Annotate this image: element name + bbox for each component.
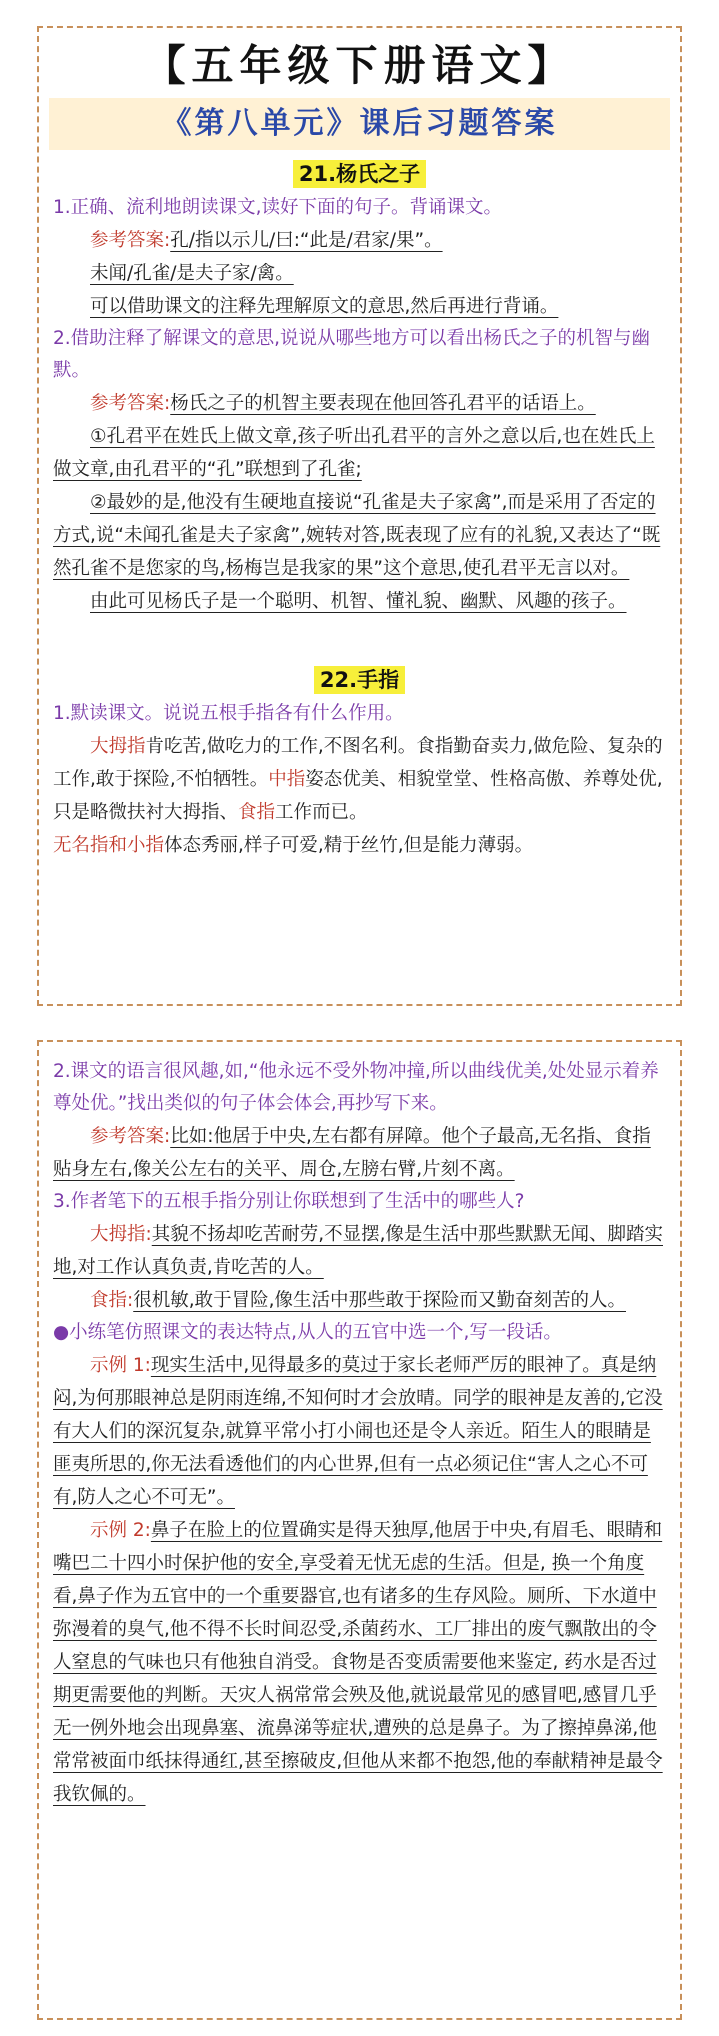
lesson-21-answer-2-para-1: 参考答案:杨氏之子的机智主要表现在他回答孔君平的话语上。 <box>90 393 596 414</box>
unit-subtitle: 《第八单元》课后习题答案 <box>49 98 670 150</box>
lesson-21-question-1: 1.正确、流利地朗读课文,读好下面的句子。背诵课文。 <box>53 197 503 218</box>
answer-card-2 <box>37 1040 682 2020</box>
thumb-label: 大拇指: <box>90 1224 152 1245</box>
example-2-label: 示例 2: <box>90 1520 151 1541</box>
lesson-21-answer-1-line-3: 可以借助课文的注释先理解原文的意思,然后再进行背诵。 <box>90 296 559 317</box>
thumb-term: 大拇指 <box>90 736 146 757</box>
lesson-21-answer-2-para-2: ①孔君平在姓氏上做文章,孩子听出孔君平的言外之意以后,也在姓氏上做文章,由孔君平的“孔”联想到了孔雀; <box>53 426 655 480</box>
lesson-21-heading: 21.杨氏之子 <box>53 158 666 188</box>
lesson-22-question-2: 2.课文的语言很风趣,如,“他永远不受外物冲撞,所以曲线优美,处处显示着养尊处优。”找出类似的句子体会体会,再抄写下来。 <box>53 1061 659 1114</box>
lesson-22-answer-1-cont: 无名指和小指体态秀丽,样子可爱,精于丝竹,但是能力薄弱。 <box>53 835 534 856</box>
example-1: 示例 1:现实生活中,见得最多的莫过于家长老师严厉的眼神了。真是纳闷,为何那眼神总是阴雨连绵,不知何时才会放晴。同学的眼神是友善的,它没有大人们的深沉复杂,就算平常小打小闹也还是令人亲近。陌生人的眼睛是匪夷所思的,你无法看透他们的内心世界,但有一点必须记住“害人之心不可有,防人之心不可无”。 <box>53 1355 663 1508</box>
lesson-22-question-3: 3.作者笔下的五根手指分别让你联想到了生活中的哪些人? <box>53 1191 525 1212</box>
example-1-label: 示例 1: <box>90 1355 151 1376</box>
middle-finger-term: 中指 <box>268 769 306 790</box>
answer-label: 参考答案: <box>90 1126 171 1147</box>
ring-little-finger-term: 无名指和小指 <box>53 835 165 856</box>
page-title: 【五年级下册语文】 <box>143 41 576 90</box>
answer-label: 参考答案: <box>90 393 171 414</box>
lesson-21-answer-1-line-1: 参考答案:孔/指以示儿/曰:“此是/君家/果”。 <box>90 230 443 251</box>
lesson-21-answer-1-line-2: 未闻/孔雀/是夫子家/禽。 <box>90 263 294 284</box>
lesson-22-answer-1: 大拇指肯吃苦,做吃力的工作,不图名利。食指勤奋卖力,做危险、复杂的工作,敢于探险,不怕牺牲。中指姿态优美、相貌堂堂、性格高傲、养尊处优,只是略微扶衬大拇指、食指工作而已。 <box>53 736 663 823</box>
index-finger-term: 食指 <box>238 802 276 823</box>
lesson-21-answer-2-para-4: 由此可见杨氏子是一个聪明、机智、懂礼貌、幽默、风趣的孩子。 <box>90 591 627 612</box>
lesson-21-question-2: 2.借助注释了解课文的意思,说说从哪些地方可以看出杨氏之子的机智与幽默。 <box>53 328 651 381</box>
answer-label: 参考答案: <box>90 230 171 251</box>
index-label: 食指: <box>90 1290 134 1311</box>
practice-prompt: ●小练笔仿照课文的表达特点,从人的五官中选一个,写一段话。 <box>53 1322 562 1343</box>
example-2: 示例 2:鼻子在脸上的位置确实是得天独厚,他居于中央,有眉毛、眼睛和嘴巴二十四小时保护他的安全,享受着无忧无虑的生活。但是, 换一个角度看,鼻子作为五官中的一个重要器官,也有诸多的生存风险。厕所、下水道中弥漫着的臭气,他不得不长时间忍受,杀菌药水、工厂排出的废气飘散出的令人窒息的气味也只有他独自消受。食物是否变质需要他来鉴定, 药水是否过期更需要他的判断。天灾人祸常常会殃及他,就说最常见的感冒吧,感冒几乎无一例外地会出现鼻塞、流鼻涕等症状,遭殃的总是鼻子。为了擦掉鼻涕,他常常被面巾纸抹得通红,甚至擦破皮,但他从来都不抱怨,他的奉献精神是最令我钦佩的。 <box>53 1520 663 1805</box>
lesson-21-answer-2-para-3: ②最妙的是,他没有生硬地直接说“孔雀是夫子家禽”,而是采用了否定的方式,说“未闻孔雀是夫子家禽”,婉转对答,既表现了应有的礼貌,又表达了“既然孔雀不是您家的鸟,杨梅岂是我家的果”这个意思,使孔君平无言以对。 <box>53 492 661 579</box>
lesson-22-question-1: 1.默读课文。说说五根手指各有什么作用。 <box>53 703 404 724</box>
lesson-22-answer-3-thumb: 大拇指:其貌不扬却吃苦耐劳,不显摆,像是生活中那些默默无闻、脚踏实地,对工作认真负责,肯吃苦的人。 <box>53 1224 663 1278</box>
lesson-22-heading: 22.手指 <box>53 664 666 694</box>
lesson-22-answer-3-index: 食指:很机敏,敢于冒险,像生活中那些敢于探险而又勤奋刻苦的人。 <box>90 1290 626 1311</box>
answer-card-1 <box>37 26 682 1006</box>
lesson-22-answer-2: 参考答案:比如:他居于中央,左右都有屏障。他个子最高,无名指、食指贴身左右,像关公左右的关平、周仓,左膀右臂,片刻不离。 <box>53 1126 651 1180</box>
